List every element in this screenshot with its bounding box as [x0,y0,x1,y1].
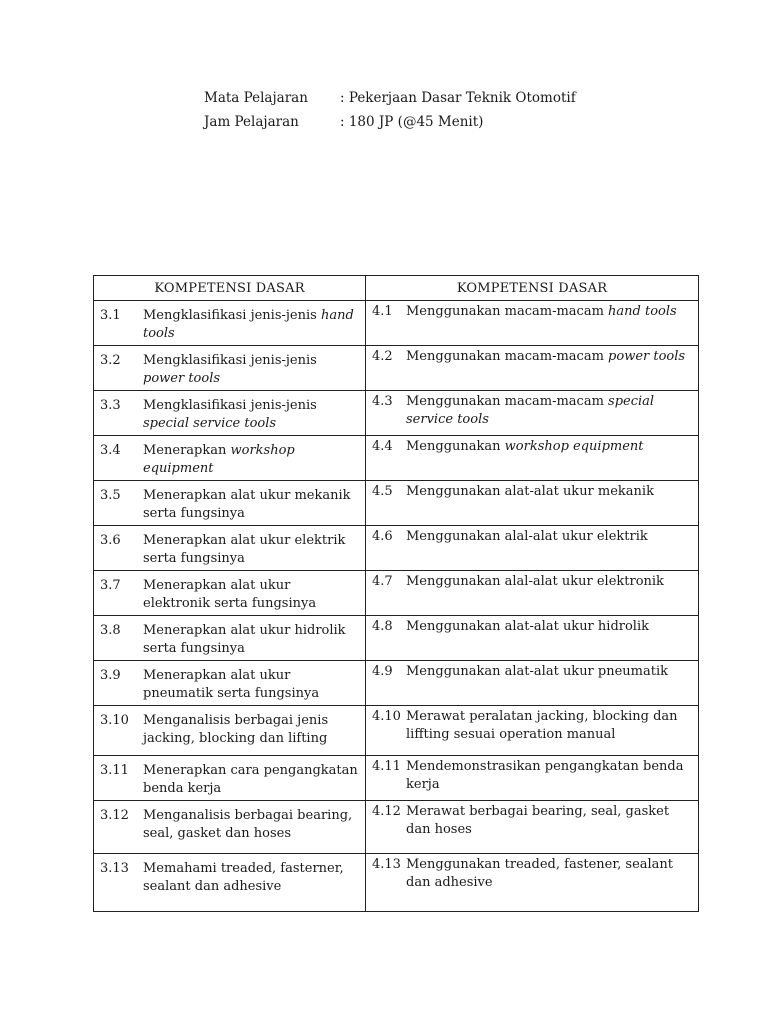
competency-text-run: Menggunakan macam-macam [406,304,609,319]
table-row [94,616,699,661]
competency-skill-cell [366,481,699,526]
competency-number: 3.10 [100,713,129,728]
competency-text-run: Mendemonstrasikan pengangkatan benda kerja [406,759,684,792]
competency-knowledge-cell [94,571,366,616]
competency-knowledge-cell [94,301,366,346]
competency-text [406,303,692,321]
competency-number: 4.1 [372,304,393,319]
competency-item [100,618,359,658]
competency-knowledge-cell [94,616,366,661]
competency-item [372,618,692,636]
competency-text [143,663,359,703]
competency-skill-cell [366,346,699,391]
competency-text-run: Menggunakan macam-macam [406,394,609,409]
competency-knowledge-cell [94,801,366,854]
competency-item [372,856,692,892]
competency-skill-cell [366,854,699,912]
document-header [204,86,576,134]
competency-item [100,483,359,523]
competency-skill-cell [366,571,699,616]
competency-text [406,758,692,794]
competency-text [143,573,359,613]
competency-skill-cell [366,706,699,756]
competency-text-italic: power tools [143,371,221,386]
table-body [94,301,699,912]
competency-number: 4.2 [372,349,393,364]
competency-number: 3.9 [100,668,121,683]
table-row [94,301,699,346]
competency-skill-cell [366,391,699,436]
competency-knowledge-cell [94,526,366,571]
subject-label: Mata Pelajaran [204,90,308,106]
competency-skill-cell [366,436,699,481]
competency-item [100,758,359,798]
table-row [94,706,699,756]
competency-text-run: Menggunakan treaded, fastener, sealant dan adhesive [406,857,674,890]
hours-label: Jam Pelajaran [204,114,299,130]
competency-number: 4.8 [372,619,393,634]
competency-text-run: Menerapkan alat ukur elektrik serta fungsinya [143,533,346,566]
competency-number: 3.8 [100,623,121,638]
competency-item [372,803,692,839]
competency-item [372,758,692,794]
competency-text-run: Menggunakan alal-alat ukur elektrik [406,529,648,544]
competency-item [100,573,359,613]
competency-number: 4.9 [372,664,393,679]
competency-item [372,393,692,429]
competency-number: 4.11 [372,759,401,774]
competency-text-run: Menerapkan alat ukur pneumatik serta fungsinya [143,668,320,701]
competency-text [406,618,692,636]
competency-text [143,438,359,478]
table-row [94,854,699,912]
competency-number: 3.4 [100,443,121,458]
competency-text [143,483,359,523]
competency-number: 3.7 [100,578,121,593]
competency-text-italic: hand tools [608,304,677,319]
competency-text-run: Mengklasifikasi jenis-jenis [143,353,317,368]
competency-table [93,275,699,912]
competency-number: 4.4 [372,439,393,454]
competency-text-run: Menerapkan alat ukur hidrolik serta fungsinya [143,623,346,656]
column-header-skills: KOMPETENSI DASAR [366,276,699,301]
competency-knowledge-cell [94,391,366,436]
competency-number: 4.10 [372,709,401,724]
competency-item [372,438,692,456]
competency-number: 3.2 [100,353,121,368]
subject-row [204,86,576,110]
competency-text-run: Menggunakan alal-alat ukur elektronik [406,574,664,589]
competency-text-run: Menerapkan alat ukur elektronik serta fungsinya [143,578,317,611]
competency-number: 3.5 [100,488,121,503]
table-row [94,801,699,854]
competency-item [100,708,359,748]
competency-knowledge-cell [94,854,366,912]
competency-skill-cell [366,526,699,571]
competency-text-run: Merawat peralatan jacking, blocking dan liffting sesuai operation manual [406,709,678,742]
competency-item [372,303,692,321]
competency-item [100,438,359,478]
competency-text-run: Menggunakan [406,439,505,454]
table-row [94,571,699,616]
competency-text-italic: hand tools [143,308,354,341]
competency-text [143,758,359,798]
competency-text [406,393,692,429]
competency-knowledge-cell [94,346,366,391]
competency-text-run: Menggunakan macam-macam [406,349,609,364]
competency-text [406,438,692,456]
subject-value: : Pekerjaan Dasar Teknik Otomotif [340,90,576,106]
competency-item [100,856,359,896]
competency-text [143,303,359,343]
competency-item [372,708,692,744]
competency-text [143,348,359,388]
table-header-row [94,276,699,301]
competency-number: 4.6 [372,529,393,544]
competency-item [372,663,692,681]
table-row [94,346,699,391]
competency-text [143,528,359,568]
competency-text-run: Menggunakan alat-alat ukur pneumatik [406,664,669,679]
competency-text-run: Memahami treaded, fasterner, sealant dan adhesive [143,861,344,894]
competency-text [406,708,692,744]
competency-text-italic: workshop equipment [504,439,644,454]
competency-skill-cell [366,616,699,661]
competency-number: 3.6 [100,533,121,548]
competency-text [143,618,359,658]
competency-number: 4.13 [372,857,401,872]
competency-text [406,483,692,501]
competency-knowledge-cell [94,706,366,756]
hours-value: : 180 JP (@45 Menit) [340,114,484,130]
competency-number: 4.7 [372,574,393,589]
competency-text-run: Mengklasifikasi jenis-jenis [143,398,317,413]
competency-text [143,856,359,896]
competency-item [100,348,359,388]
competency-text [406,528,692,546]
competency-text-italic: workshop equipment [143,443,295,476]
competency-number: 4.5 [372,484,393,499]
competency-text-italic: power tools [608,349,686,364]
competency-skill-cell [366,661,699,706]
competency-knowledge-cell [94,481,366,526]
competency-text [406,803,692,839]
competency-text-run: Menganalisis berbagai jenis jacking, blocking dan lifting [143,713,329,746]
competency-text-run: Menggunakan alat-alat ukur mekanik [406,484,654,499]
competency-item [372,348,692,366]
competency-text-run: Mengklasifikasi jenis-jenis [143,308,321,323]
competency-item [100,528,359,568]
table-row [94,436,699,481]
table-row [94,526,699,571]
competency-text-run: Menggunakan alat-alat ukur hidrolik [406,619,649,634]
competency-text-italic: special service tools [143,416,277,431]
hours-row [204,110,576,134]
competency-item [372,528,692,546]
competency-text-run: Menganalisis berbagai bearing, seal, gasket dan hoses [143,808,353,841]
column-header-knowledge: KOMPETENSI DASAR [94,276,366,301]
competency-skill-cell [366,756,699,801]
competency-item [100,803,359,843]
competency-knowledge-cell [94,756,366,801]
competency-text-run: Menerapkan cara pengangkatan benda kerja [143,763,358,796]
competency-number: 4.3 [372,394,393,409]
competency-item [372,573,692,591]
competency-knowledge-cell [94,661,366,706]
competency-text-run: Merawat berbagai bearing, seal, gasket dan hoses [406,804,670,837]
competency-text [143,393,359,433]
competency-skill-cell [366,801,699,854]
competency-text-italic: special service tools [406,394,655,427]
competency-text [406,663,692,681]
table-row [94,391,699,436]
competency-number: 3.12 [100,808,129,823]
competency-number: 3.3 [100,398,121,413]
competency-text [406,573,692,591]
competency-number: 3.11 [100,763,129,778]
competency-number: 3.13 [100,861,129,876]
competency-knowledge-cell [94,436,366,481]
competency-number: 3.1 [100,308,121,323]
competency-text [143,803,359,843]
table-row [94,661,699,706]
competency-item [372,483,692,501]
competency-number: 4.12 [372,804,401,819]
competency-item [100,393,359,433]
competency-item [100,303,359,343]
table-row [94,481,699,526]
competency-item [100,663,359,703]
competency-text-run: Menerapkan alat ukur mekanik serta fungsinya [143,488,351,521]
competency-text [143,708,359,748]
competency-text-run: Menerapkan [143,443,231,458]
competency-skill-cell [366,301,699,346]
competency-text [406,348,692,366]
competency-text [406,856,692,892]
table-row [94,756,699,801]
